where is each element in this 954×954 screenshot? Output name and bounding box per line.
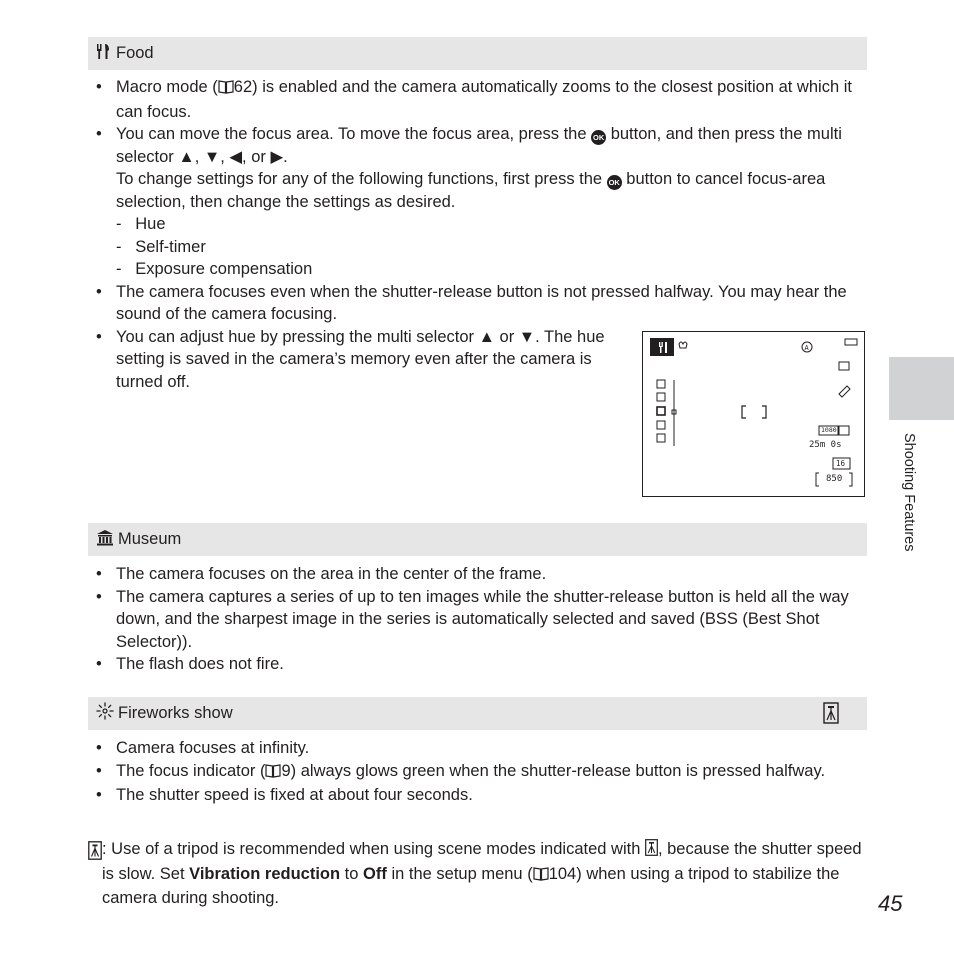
tripod-icon (88, 841, 102, 865)
tripod-note-text: : Use of a tripod is recommended when using scene modes indicated with , because the shutter speed is slow. Set Vibration reduction to Off in the setup menu ( 104) when using a tripod to stabilize the camera during shooting. (102, 840, 862, 907)
list-item: • The camera focuses even when the shutter-release button is not pressed halfway. You may hear the sound of the camera focusing. (96, 281, 866, 326)
image-size: 16 (836, 459, 846, 468)
list-item: • Macro mode ( 62) is enabled and the camera automatically zooms to the closest position at which it can focus. (96, 76, 866, 123)
list-item: • The camera captures a series of up to ten images while the shutter-release button is held all the way down, and the sharpest image in the series is automatically selected and saved (BSS (Best Shot Selector)). (96, 586, 866, 654)
function-item: - Hue (116, 215, 166, 233)
page-number: 45 (878, 891, 903, 916)
shots-remaining: 850 (826, 474, 843, 484)
svg-text:A: A (804, 344, 809, 352)
fireworks-title: Fireworks show (118, 704, 233, 722)
chapter-tab (889, 357, 954, 420)
function-item: - Exposure compensation (116, 260, 313, 278)
fireworks-icon (96, 702, 114, 725)
museum-icon (96, 529, 114, 551)
food-section-header (88, 37, 867, 70)
museum-section-header (88, 523, 867, 556)
list-item: • The focus indicator ( 9) always glows green when the shutter-release button is pressed halfway. (96, 760, 836, 785)
fireworks-bullet-list (96, 737, 836, 807)
list-item: • You can adjust hue by pressing the multi selector ▲ or ▼. The hue setting is saved in the camera’s memory even after the camera is turned off. (96, 326, 608, 394)
book-reference-icon (218, 78, 234, 101)
list-item: • The flash does not fire. (96, 653, 866, 676)
list-item: • The shutter speed is fixed at about four seconds. (96, 784, 836, 807)
tripod-icon (645, 839, 658, 863)
function-item: - Self-timer (116, 237, 206, 256)
museum-bullet-list (96, 563, 866, 676)
book-reference-icon (265, 762, 281, 785)
list-item: • The camera focuses on the area in the center of the frame. (96, 563, 866, 586)
camera-monitor-illustration (642, 331, 865, 497)
list-item: • Camera focuses at infinity. (96, 737, 836, 760)
tripod-icon (823, 702, 839, 729)
food-title: Food (116, 44, 154, 62)
chapter-label: Shooting Features (901, 433, 917, 552)
ok-button-icon: OK (607, 175, 622, 190)
book-reference-icon (533, 865, 549, 888)
list-item: • You can move the focus area. To move the focus area, press the OK button, and then press the multi selector ▲, ▼, ◀, or ▶. To change settings for any of the following functions, first press the OK button to cancel focus-area selection, then change the settings as desired. - Hue - Self-timer - Exposure compensation (96, 123, 866, 281)
fork-knife-icon (96, 43, 112, 65)
museum-title: Museum (118, 530, 182, 548)
ok-button-icon: OK (591, 130, 606, 145)
movie-resolution: 1080 (821, 426, 837, 434)
fireworks-section-header (88, 697, 867, 730)
time-remaining: 25m 0s (809, 440, 842, 450)
food-settings-paragraph: To change settings for any of the following functions, first press the OK button to cancel focus-area selection, then change the settings as desired. (116, 170, 826, 211)
